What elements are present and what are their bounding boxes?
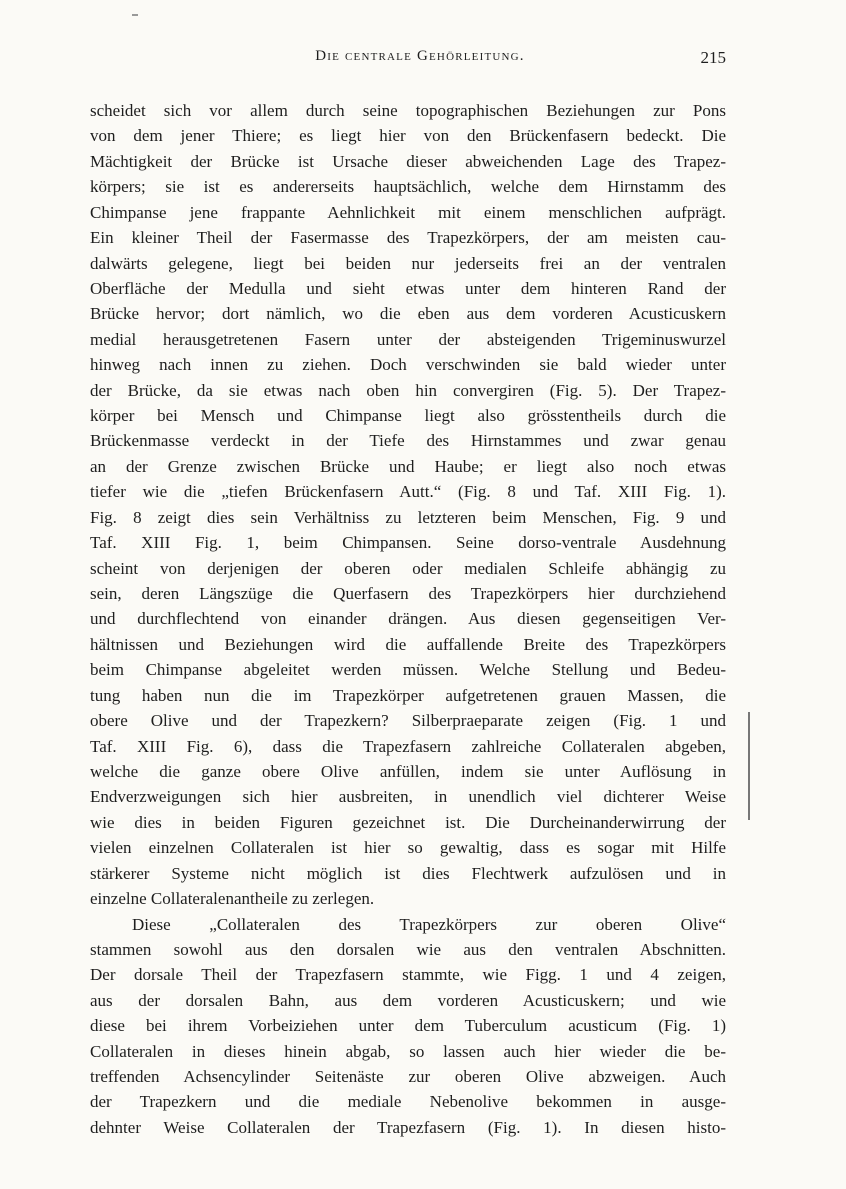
text-line: stärkerer Systeme nicht möglich ist dies Flechtwerk aufzulösen und in	[90, 863, 726, 883]
text-line: Brücke hervor; dort nämlich, wo die eben aus dem vorderen Acusticuskern	[90, 304, 726, 324]
text-line: Ein kleiner Theil der Fasermasse des Trapezkörpers, der am meisten cau-	[90, 228, 726, 248]
text-line: körper bei Mensch und Chimpanse liegt also grösstentheils durch die	[90, 406, 726, 426]
text-line: Oberfläche der Medulla und sieht etwas unter dem hinteren Rand der	[90, 278, 726, 298]
text-line: Collateralen in dieses hinein abgab, so lassen auch hier wieder die be-	[90, 1041, 726, 1061]
paragraph	[90, 98, 726, 912]
text-line: der Brücke, da sie etwas nach oben hin convergiren (Fig. 5). Der Trapez-	[90, 380, 726, 400]
text-line: welche die ganze obere Olive anfüllen, indem sie unter Auflösung in	[90, 761, 726, 781]
text-line: Brückenmasse verdeckt in der Tiefe des Hirnstammes und zwar genau	[90, 431, 726, 451]
text-line: Diese „Collateralen des Trapezkörpers zur oberen Olive“	[132, 914, 726, 934]
text-line: scheidet sich vor allem durch seine topographischen Beziehungen zur Pons	[90, 101, 726, 120]
text-line: scheint von derjenigen der oberen oder medialen Schleife abhängig zu	[90, 558, 726, 578]
text-line: dalwärts gelegene, liegt bei beiden nur jederseits frei an der ventralen	[90, 253, 726, 273]
text-line: körpers; sie ist es andererseits hauptsächlich, welche dem Hirnstamm des	[90, 177, 726, 197]
page-header	[90, 48, 726, 72]
text-line: der Trapezkern und die mediale Nebenolive bekommen in ausge-	[90, 1092, 726, 1112]
text-line: wie dies in beiden Figuren gezeichnet ist. Die Durcheinanderwirrung der	[90, 812, 726, 832]
text-line: Der dorsale Theil der Trapezfasern stammte, wie Figg. 1 und 4 zeigen,	[90, 965, 726, 985]
text-line: dehnter Weise Collateralen der Trapezfasern (Fig. 1). In diesen histo-	[90, 1117, 726, 1137]
text-line: hältnissen und Beziehungen wird die auffallende Breite des Trapezkörpers	[90, 634, 726, 654]
text-line: hinweg nach innen zu ziehen. Doch verschwinden sie bald wieder unter	[90, 355, 726, 375]
page-number: 215	[700, 48, 726, 67]
text-line: vielen einzelnen Collateralen ist hier so gewaltig, dass es sogar mit Hilfe	[90, 838, 726, 858]
body-text	[90, 98, 726, 1140]
text-line: obere Olive und der Trapezkern? Silberpraeparate zeigen (Fig. 1 und	[90, 711, 726, 731]
text-line: diese bei ihrem Vorbeiziehen unter dem Tuberculum acusticum (Fig. 1)	[90, 1016, 726, 1036]
print-speck	[132, 14, 138, 16]
text-line: stammen sowohl aus den dorsalen wie aus den ventralen Abschnitten.	[90, 939, 726, 959]
text-line: beim Chimpanse abgeleitet werden müssen. Welche Stellung und Bedeu-	[90, 660, 726, 680]
text-line: Chimpanse jene frappante Aehnlichkeit mit einem menschlichen aufprägt.	[90, 202, 726, 222]
text-line: treffenden Achsencylinder Seitenäste zur oberen Olive abzweigen. Auch	[90, 1067, 726, 1087]
text-line: Fig. 8 zeigt dies sein Verhältniss zu letzteren beim Menschen, Fig. 9 und	[90, 507, 726, 527]
text-line: Endverzweigungen sich hier ausbreiten, in unendlich viel dichterer Weise	[90, 787, 726, 807]
paragraph	[90, 912, 726, 1141]
text-line: Mächtigkeit der Brücke ist Ursache dieser abweichenden Lage des Trapez-	[90, 151, 726, 171]
text-line: tiefer wie die „tiefen Brückenfasern Autt.“ (Fig. 8 und Taf. XIII Fig. 1).	[90, 482, 726, 502]
text-line: medial herausgetretenen Fasern unter der absteigenden Trigeminuswurzel	[90, 329, 726, 349]
text-line: Taf. XIII Fig. 6), dass die Trapezfasern zahlreiche Collateralen abgeben,	[90, 736, 726, 756]
text-line: einzelne Collateralenantheile zu zerlegen.	[90, 889, 375, 909]
text-line: aus der dorsalen Bahn, aus dem vorderen Acusticuskern; und wie	[90, 990, 726, 1010]
text-line: sein, deren Längszüge die Querfasern des Trapezkörpers hier durchziehend	[90, 584, 726, 604]
text-line: von dem jener Thiere; es liegt hier von den Brückenfasern bedeckt. Die	[90, 126, 726, 146]
margin-mark	[748, 712, 750, 820]
text-line: tung haben nun die im Trapezkörper aufgetretenen grauen Massen, die	[90, 685, 726, 705]
running-title: Die centrale Gehörleitung.	[315, 48, 525, 64]
text-line: an der Grenze zwischen Brücke und Haube; er liegt also noch etwas	[90, 456, 726, 476]
text-line: Taf. XIII Fig. 1, beim Chimpansen. Seine dorso-ventrale Ausdehnung	[90, 533, 726, 553]
text-line: und durchflechtend von einander drängen. Aus diesen gegenseitigen Ver-	[90, 609, 726, 629]
